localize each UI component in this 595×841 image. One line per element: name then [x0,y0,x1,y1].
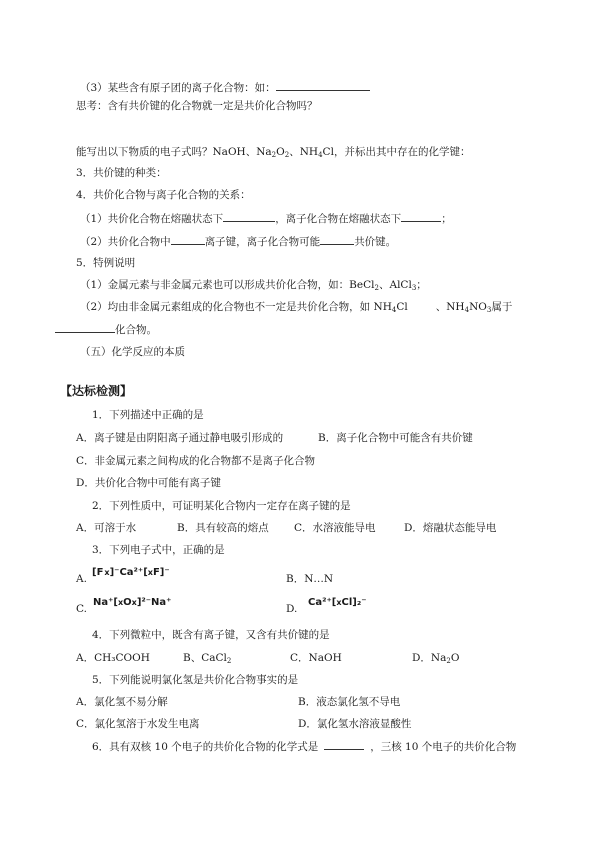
q2-option-c[interactable]: C．水溶液能导电 [294,522,376,534]
q2-option-d[interactable]: D．熔融状态能导电 [404,522,497,534]
q3-option-b[interactable]: B．N…N [286,573,334,585]
answer-blank[interactable] [55,322,115,333]
line-3-ionic-radical: （3）某些含有原子团的离子化合物：如： [80,80,370,95]
item-4-relation: 4．共价化合物与离子化合物的关系： [76,189,251,201]
q3-stem: 3．下列电子式中，正确的是 [92,544,225,556]
q5-option-d[interactable]: D．氯化氢水溶液显酸性 [298,718,412,730]
q3-option-d-formula: Ca²⁺[xCl]₂⁻ [308,597,367,608]
answer-blank[interactable] [320,234,354,245]
answer-blank[interactable] [401,211,441,222]
answer-blank[interactable] [223,211,275,222]
q3-option-d-label[interactable]: D. [286,603,298,615]
q3-option-a-label[interactable]: A. [76,573,87,585]
q1-stem: 1．下列描述中正确的是 [92,409,204,421]
q6-stem: 6．具有双核 10 个电子的共价化合物的化学式是 ，三核 10 个电子的共价化合物 [92,741,517,753]
item-5-2: （2）均由非金属元素组成的化合物也不一定是共价化合物，如 $NH_4Cl$ 、$NH_4NO_3$属于 [80,301,513,314]
electron-formula-question: 能写出以下物质的电子式吗？NaOH、$Na_2O_2$、$NH_4Cl$，并标出其中存在的化学键： [76,146,471,159]
q1-option-b[interactable]: B．离子化合物中可能含有共价键 [318,432,473,444]
item-4-1: （1）共价化合物在熔融状态下 ，离子化合物在熔融状态下 ； [80,213,452,225]
q2-option-b[interactable]: B．具有较高的熔点 [177,522,269,534]
q4-stem: 4．下列微粒中，既含有离子键，又含有共价键的是 [92,629,330,641]
item-3-bond-types: 3．共价键的种类： [76,167,167,179]
section-heading: 【达标检测】 [60,384,133,398]
item-5-1: （1）金属元素与非金属元素也可以形成共价化合物，如：BeCl$_2$、AlCl$_3$； [80,279,427,292]
item-5-special: 5．特例说明 [76,257,136,269]
q3-option-a-formula: [Fx]⁻Ca²⁺[xF]⁻ [92,567,170,578]
q2-stem: 2．下列性质中，可证明某化合物内一定存在离子键的是 [92,500,351,512]
q1-option-d[interactable]: D．共价化合物中可能有离子键 [76,477,221,489]
answer-blank[interactable] [324,739,364,750]
answer-blank[interactable] [276,80,370,91]
item-5-2-cont: 化合物。 [55,322,157,337]
q4-option-b[interactable]: B、CaCl$_2$ [183,652,232,665]
section-5-title: （五）化学反应的本质 [80,346,185,358]
q1-option-c[interactable]: C．非金属元素之间构成的化合物都不是离子化合物 [76,455,316,467]
q3-option-c-label[interactable]: C. [76,603,87,615]
q5-stem: 5．下列能说明氯化氢是共价化合物事实的是 [92,674,299,686]
q3-option-c-formula: Na⁺[xOx]²⁻Na⁺ [93,597,172,608]
q4-option-d[interactable]: D．$Na_2O$ [412,652,460,665]
q5-option-c[interactable]: C．氯化氢溶于水发生电离 [76,718,200,730]
q5-option-a[interactable]: A．氯化氢不易分解 [76,696,168,708]
q1-option-a[interactable]: A．离子键是由阴阳离子通过静电吸引形成的 [76,432,284,444]
answer-blank[interactable] [171,234,205,245]
think-question: 思考：含有共价键的化合物就一定是共价化合物吗？ [76,100,318,112]
q4-option-c[interactable]: C．NaOH [290,652,342,664]
item-4-2: （2）共价化合物中 离子键，离子化合物可能 共价键。 [80,236,397,248]
q4-option-a[interactable]: A．CH₃COOH [76,652,150,664]
q5-option-b[interactable]: B．液态氯化氢不导电 [298,696,401,708]
q2-option-a[interactable]: A．可溶于水 [76,522,137,534]
